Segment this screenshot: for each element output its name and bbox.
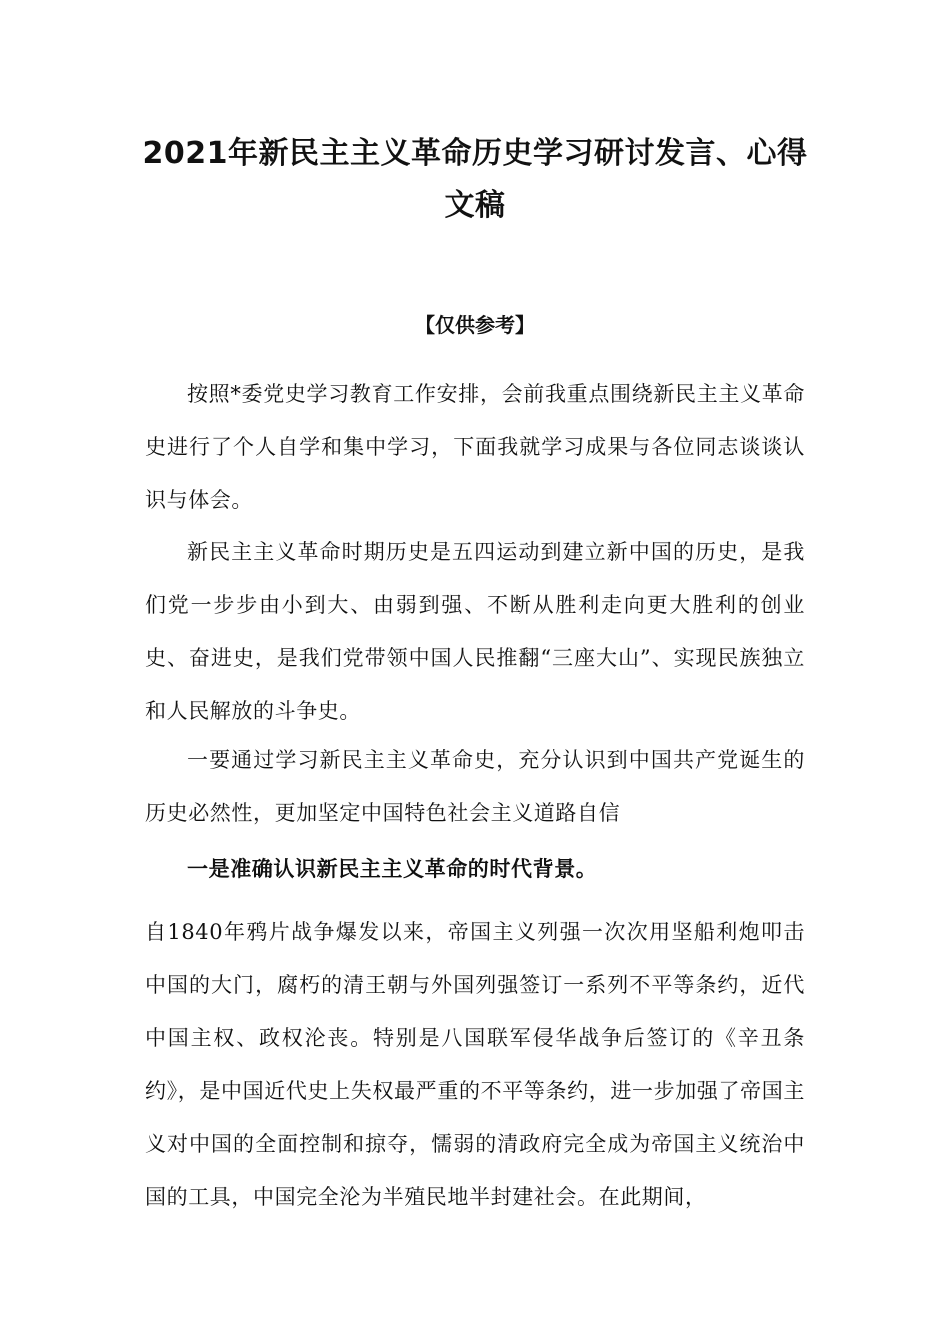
paragraph-4: 自1840年鸦片战争爆发以来，帝国主义列强一次次用坚船利炮叩击中国的大门，腐朽的清王朝与外国列强签订一系列不平等条约，近代中国主权、政权沦丧。特别是八国联军侵华战争后签订的《辛丑条约》，是中国近代史上失权最严重的不平等条约，进一步加强了帝国主义对中国的全面控制和掠夺，懦弱的清政府完全成为帝国主义统治中国的工具，中国完全沦为半殖民地半封建社会。在此期间， [145,920,805,1209]
paragraph-3: 一要通过学习新民主主义革命史，充分认识到中国共产党诞生的历史必然性，更加坚定中国特色社会主义道路自信 [145,748,805,825]
section-heading: 一是准确认识新民主主义革命的时代背景。 [187,857,598,881]
document-title: 2021年新民主主义革命历史学习研讨发言、心得文稿 [142,136,808,223]
reference-note: 【仅供参考】 [415,313,535,337]
paragraph-1: 按照*委党史学习教育工作安排，会前我重点围绕新民主主义革命史进行了个人自学和集中学习，下面我就学习成果与各位同志谈谈认识与体会。 [145,382,805,512]
paragraph-2: 新民主主义革命时期历史是五四运动到建立新中国的历史，是我们党一步步由小到大、由弱到强、不断从胜利走向更大胜利的创业史、奋进史，是我们党带领中国人民推翻“三座大山”、实现民族独立和人民解放的斗争史。 [145,540,805,723]
